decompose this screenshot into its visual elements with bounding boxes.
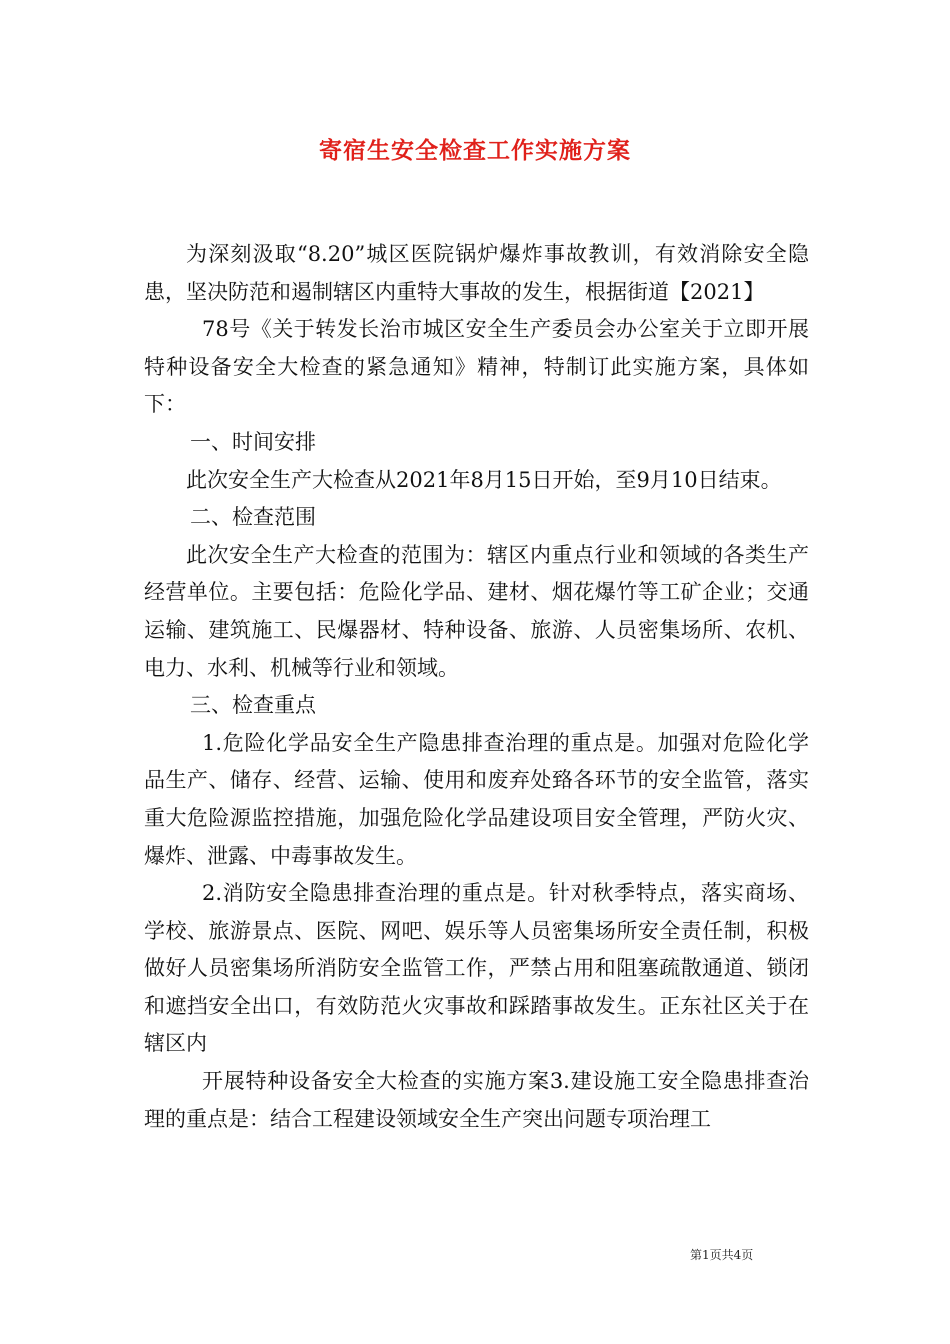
- document-body: [144, 236, 809, 1138]
- paragraph-notice: 78号《关于转发长治市城区安全生产委员会办公室关于立即开展特种设备安全大检查的紧急通知》精神，特制订此实施方案，具体如下：: [144, 317, 809, 417]
- document-title: 寄宿生安全检查工作实施方案: [319, 137, 631, 164]
- paragraph-focus-3: 开展特种设备安全大检查的实施方案3.建设施工安全隐患排查治理的重点是：结合工程建设领域安全生产突出问题专项治理工: [144, 1069, 809, 1131]
- section-heading-scope: 二、检查范围: [190, 505, 316, 530]
- section-heading-focus: 三、检查重点: [190, 693, 316, 718]
- paragraph-time: 此次安全生产大检查从2021年8月15日开始，至9月10日结束。: [186, 467, 782, 492]
- paragraph-focus-1: 1.危险化学品安全生产隐患排查治理的重点是。加强对危险化学品生产、储存、经营、运输、使用和废弃处臵各环节的安全监管，落实重大危险源监控措施，加强危险化学品建设项目安全管理，严防火灾、爆炸、泄露、中毒事故发生。: [144, 730, 809, 868]
- page-number: 第1页共4页: [690, 1248, 754, 1262]
- paragraph-intro: 为深刻汲取“8.20”城区医院锅炉爆炸事故教训，有效消除安全隐患，坚决防范和遏制辖区内重特大事故的发生，根据街道【2021】: [144, 242, 809, 304]
- paragraph-scope: 此次安全生产大检查的范围为：辖区内重点行业和领域的各类生产经营单位。主要包括：危险化学品、建材、烟花爆竹等工矿企业；交通运输、建筑施工、民爆器材、特种设备、旅游、人员密集场所、农机、电力、水利、机械等行业和领域。: [144, 542, 809, 680]
- paragraph-focus-2: 2.消防安全隐患排查治理的重点是。针对秋季特点，落实商场、学校、旅游景点、医院、网吧、娱乐等人员密集场所安全责任制，积极做好人员密集场所消防安全监管工作，严禁占用和阻塞疏散通道、锁闭和遮挡安全出口，有效防范火灾事故和踩踏事故发生。正东社区关于在辖区内: [144, 881, 809, 1056]
- section-heading-time: 一、时间安排: [190, 429, 316, 454]
